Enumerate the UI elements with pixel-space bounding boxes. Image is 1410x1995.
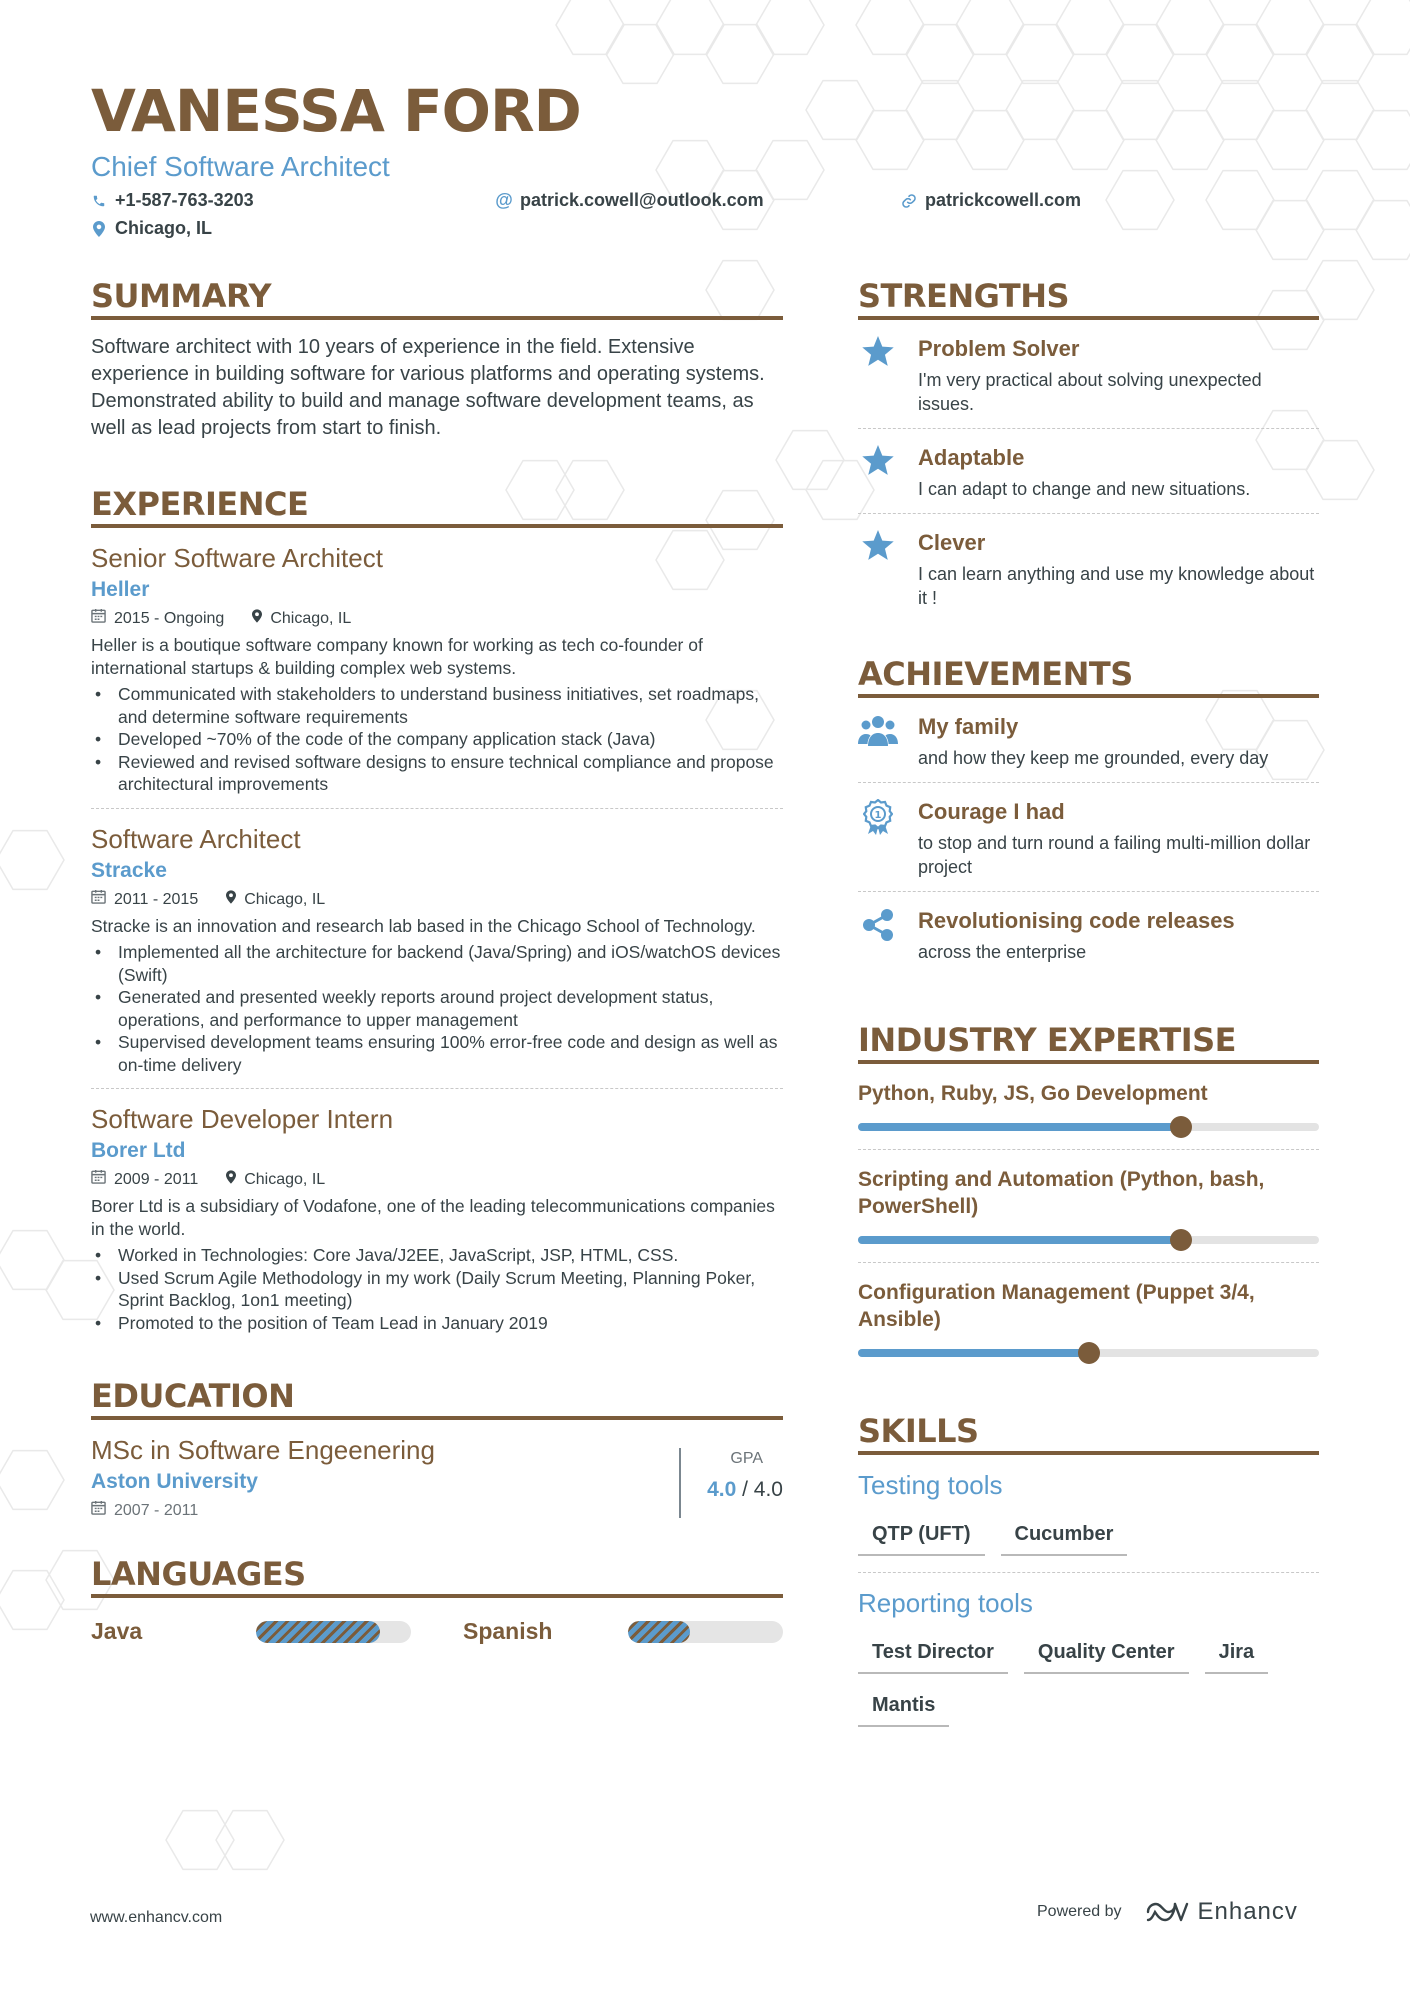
link-icon (901, 193, 917, 209)
skill-tag: QTP (UFT) (858, 1517, 985, 1556)
language-level-bar (256, 1621, 411, 1643)
brand-logo[interactable] (1144, 1898, 1298, 1926)
bullet-item: • Generated and presented weekly reports around project development status, operations, and performance to upper management (91, 986, 783, 1031)
job-bullets (91, 941, 783, 1076)
strength-description: I can learn anything and use my knowledge about it ! (918, 564, 1315, 608)
candidate-title: Chief Software Architect (91, 151, 390, 182)
award-icon (858, 797, 898, 879)
star-icon (858, 334, 898, 416)
footer-website[interactable]: www.enhancv.com (90, 1909, 223, 1926)
strengths-heading: STRENGTHS (858, 276, 1319, 320)
map-pin-icon (226, 889, 236, 911)
skill-tag: Quality Center (1024, 1635, 1189, 1674)
skill-tags (858, 1635, 1319, 1727)
bullet-item: • Worked in Technologies: Core Java/J2EE, JavaScript, JSP, HTML, CSS. (91, 1244, 783, 1267)
calendar-icon (91, 1500, 106, 1522)
bullet-item: • Developed ~70% of the code of the company application stack (Java) (91, 728, 783, 751)
achievement-title: Courage I had (918, 799, 1065, 824)
language-level-fill (628, 1621, 690, 1643)
education-heading: EDUCATION (91, 1376, 783, 1420)
calendar-icon (91, 1169, 106, 1191)
star-icon (858, 443, 898, 501)
strength-title: Problem Solver (918, 336, 1080, 361)
strength-description: I'm very practical about solving unexpected issues. (918, 370, 1262, 414)
bullet-item: • Implemented all the architecture for backend (Java/Spring) and iOS/watchOS devices (Swift) (91, 941, 783, 986)
experience-item (91, 528, 783, 809)
expertise-level-knob (1170, 1229, 1192, 1251)
expertise-item (858, 1064, 1319, 1150)
language-name: Java (91, 1618, 143, 1644)
skills-heading: SKILLS (858, 1411, 1319, 1455)
gpa-max: 4.0 (753, 1478, 783, 1501)
expertise-title: Configuration Management (Puppet 3/4, Ansible) (858, 1281, 1255, 1331)
strengths-section (858, 276, 1319, 622)
achievements-heading: ACHIEVEMENTS (858, 654, 1319, 698)
skill-category: Testing tools (858, 1470, 1003, 1500)
achievement-item (858, 783, 1319, 892)
resume-header (91, 78, 1321, 254)
expertise-title: Scripting and Automation (Python, bash, PowerShell) (858, 1168, 1265, 1218)
job-meta (91, 1169, 783, 1191)
language-level-fill (256, 1621, 380, 1643)
expertise-level-bar (858, 1236, 1319, 1244)
job-dates: 2009 - 2011 (114, 1171, 199, 1188)
expertise-item (858, 1150, 1319, 1263)
achievement-title: My family (918, 714, 1019, 739)
achievement-description: and how they keep me grounded, every day (918, 748, 1269, 768)
job-location: Chicago, IL (244, 890, 326, 908)
job-dates: 2015 - Ongoing (114, 610, 225, 627)
company-description: Borer Ltd is a subsidiary of Vodafone, one of the leading telecommunications companies in the world. (91, 1196, 775, 1239)
expertise-heading: INDUSTRY EXPERTISE (858, 1020, 1319, 1064)
strength-description: I can adapt to change and new situations. (918, 479, 1251, 499)
expertise-item (858, 1263, 1319, 1375)
phone-contact[interactable] (91, 190, 254, 211)
achievement-description: to stop and turn round a failing multi-million dollar project (918, 833, 1311, 877)
website-contact[interactable] (901, 190, 1081, 211)
job-bullets (91, 1244, 783, 1334)
experience-item (91, 809, 783, 1090)
strength-title: Clever (918, 530, 986, 555)
expertise-level-bar (858, 1349, 1319, 1357)
star-icon (858, 528, 898, 610)
gpa-value (681, 1476, 783, 1504)
achievements-section (858, 654, 1319, 976)
footer-branding (1037, 1898, 1298, 1926)
enhancv-logo-icon (1144, 1900, 1190, 1924)
email-contact[interactable] (496, 190, 764, 211)
experience-item (91, 1089, 783, 1346)
job-meta (91, 608, 783, 630)
summary-section (91, 276, 783, 442)
experience-heading: EXPERIENCE (91, 484, 783, 528)
bullet-item: • Reviewed and revised software designs to ensure technical compliance and propose architectural improvements (91, 751, 783, 796)
phone-text: +1-587-763-3203 (115, 190, 254, 210)
school-name[interactable]: Aston University (91, 1470, 258, 1493)
languages-section (91, 1554, 783, 1645)
expertise-level-bar (858, 1123, 1319, 1131)
phone-icon (91, 193, 107, 209)
calendar-icon (91, 608, 106, 630)
languages-heading: LANGUAGES (91, 1554, 783, 1598)
website-text: patrickcowell.com (925, 190, 1082, 210)
contact-info (91, 190, 1321, 254)
education-section (91, 1376, 783, 1536)
skill-group (858, 1455, 1319, 1573)
share-icon (858, 906, 898, 964)
strength-item (858, 429, 1319, 514)
left-column (91, 276, 783, 1645)
bullet-item: • Supervised development teams ensuring 100% error-free code and design as well as on-time delivery (91, 1031, 783, 1076)
brand-name: Enhancv (1197, 1898, 1298, 1925)
degree-title: MSc in Software Engeenering (91, 1435, 435, 1465)
job-dates: 2011 - 2015 (114, 890, 199, 908)
gpa-block (679, 1448, 783, 1518)
company-description: Heller is a boutique software company known for working as tech co-founder of international startups & building complex web systems. (91, 635, 703, 678)
map-pin-icon (226, 1169, 236, 1191)
bullet-item: • Promoted to the position of Team Lead in January 2019 (91, 1312, 783, 1335)
map-pin-icon (252, 608, 262, 630)
skills-section (858, 1411, 1319, 1743)
job-title: Senior Software Architect (91, 543, 383, 573)
bullet-item: • Used Scrum Agile Methodology in my work (Daily Scrum Meeting, Planning Poker, Sprint Backlog, 1on1 meeting) (91, 1267, 783, 1312)
language-name: Spanish (463, 1618, 553, 1644)
expertise-level-knob (1078, 1342, 1100, 1364)
company-name[interactable]: Borer Ltd (91, 1139, 186, 1162)
at-icon: @ (495, 190, 513, 210)
expertise-level-fill (858, 1123, 1181, 1131)
education-dates: 2007 - 2011 (114, 1502, 199, 1519)
job-bullets (91, 683, 783, 796)
right-column (858, 276, 1319, 1743)
expertise-level-fill (858, 1236, 1181, 1244)
language-level-bar (628, 1621, 783, 1643)
skill-tag: Mantis (858, 1688, 949, 1727)
skill-category: Reporting tools (858, 1588, 1033, 1618)
achievement-item (858, 698, 1319, 783)
gpa-label: GPA (730, 1450, 763, 1467)
calendar-icon (91, 889, 106, 911)
candidate-name: VANESSA FORD (91, 77, 581, 145)
job-meta (91, 889, 783, 911)
summary-text: Software architect with 10 years of experience in the field. Extensive experience in building software for various platforms and operating systems. Demonstrated ability to build and manage software development teams, as well as lead projects from start to finish. (91, 336, 765, 439)
language-item (463, 1618, 783, 1645)
job-title: Software Architect (91, 823, 301, 854)
strength-item (858, 320, 1319, 429)
expertise-section (858, 1020, 1319, 1375)
job-location: Chicago, IL (244, 1171, 326, 1188)
skill-group (858, 1573, 1319, 1743)
education-item (91, 1420, 783, 1536)
powered-by-label: Powered by (1037, 1903, 1122, 1920)
languages-list (91, 1618, 783, 1645)
strength-title: Adaptable (918, 445, 1025, 470)
location-contact (91, 218, 212, 239)
achievement-description: across the enterprise (918, 942, 1087, 962)
expertise-level-fill (858, 1349, 1089, 1357)
skill-tag: Test Director (858, 1635, 1008, 1674)
achievement-title: Revolutionising code releases (918, 908, 1235, 933)
map-pin-icon (91, 221, 107, 237)
summary-heading: SUMMARY (91, 276, 783, 320)
strength-item (858, 514, 1319, 622)
expertise-title: Python, Ruby, JS, Go Development (858, 1082, 1208, 1105)
gpa-separator: / (736, 1478, 754, 1501)
company-description: Stracke is an innovation and research lab based in the Chicago School of Technology. (91, 915, 756, 936)
email-text: patrick.cowell@outlook.com (520, 190, 764, 210)
language-item (91, 1618, 411, 1645)
company-name[interactable]: Heller (91, 578, 150, 601)
skill-tag: Jira (1205, 1635, 1269, 1674)
skill-tag: Cucumber (1001, 1517, 1128, 1556)
location-text: Chicago, IL (115, 218, 213, 238)
job-location: Chicago, IL (270, 610, 352, 627)
users-icon (858, 712, 898, 770)
achievement-item (858, 892, 1319, 976)
gpa-score: 4.0 (707, 1478, 737, 1501)
svg-text:1: 1 (874, 810, 882, 821)
company-name[interactable]: Stracke (91, 858, 167, 882)
expertise-level-knob (1170, 1116, 1192, 1138)
bullet-item: • Communicated with stakeholders to understand business initiatives, set roadmaps, and determine software requirements (91, 683, 783, 728)
experience-section (91, 484, 783, 1346)
job-title: Software Developer Intern (91, 1104, 394, 1134)
skill-tags (858, 1517, 1319, 1556)
